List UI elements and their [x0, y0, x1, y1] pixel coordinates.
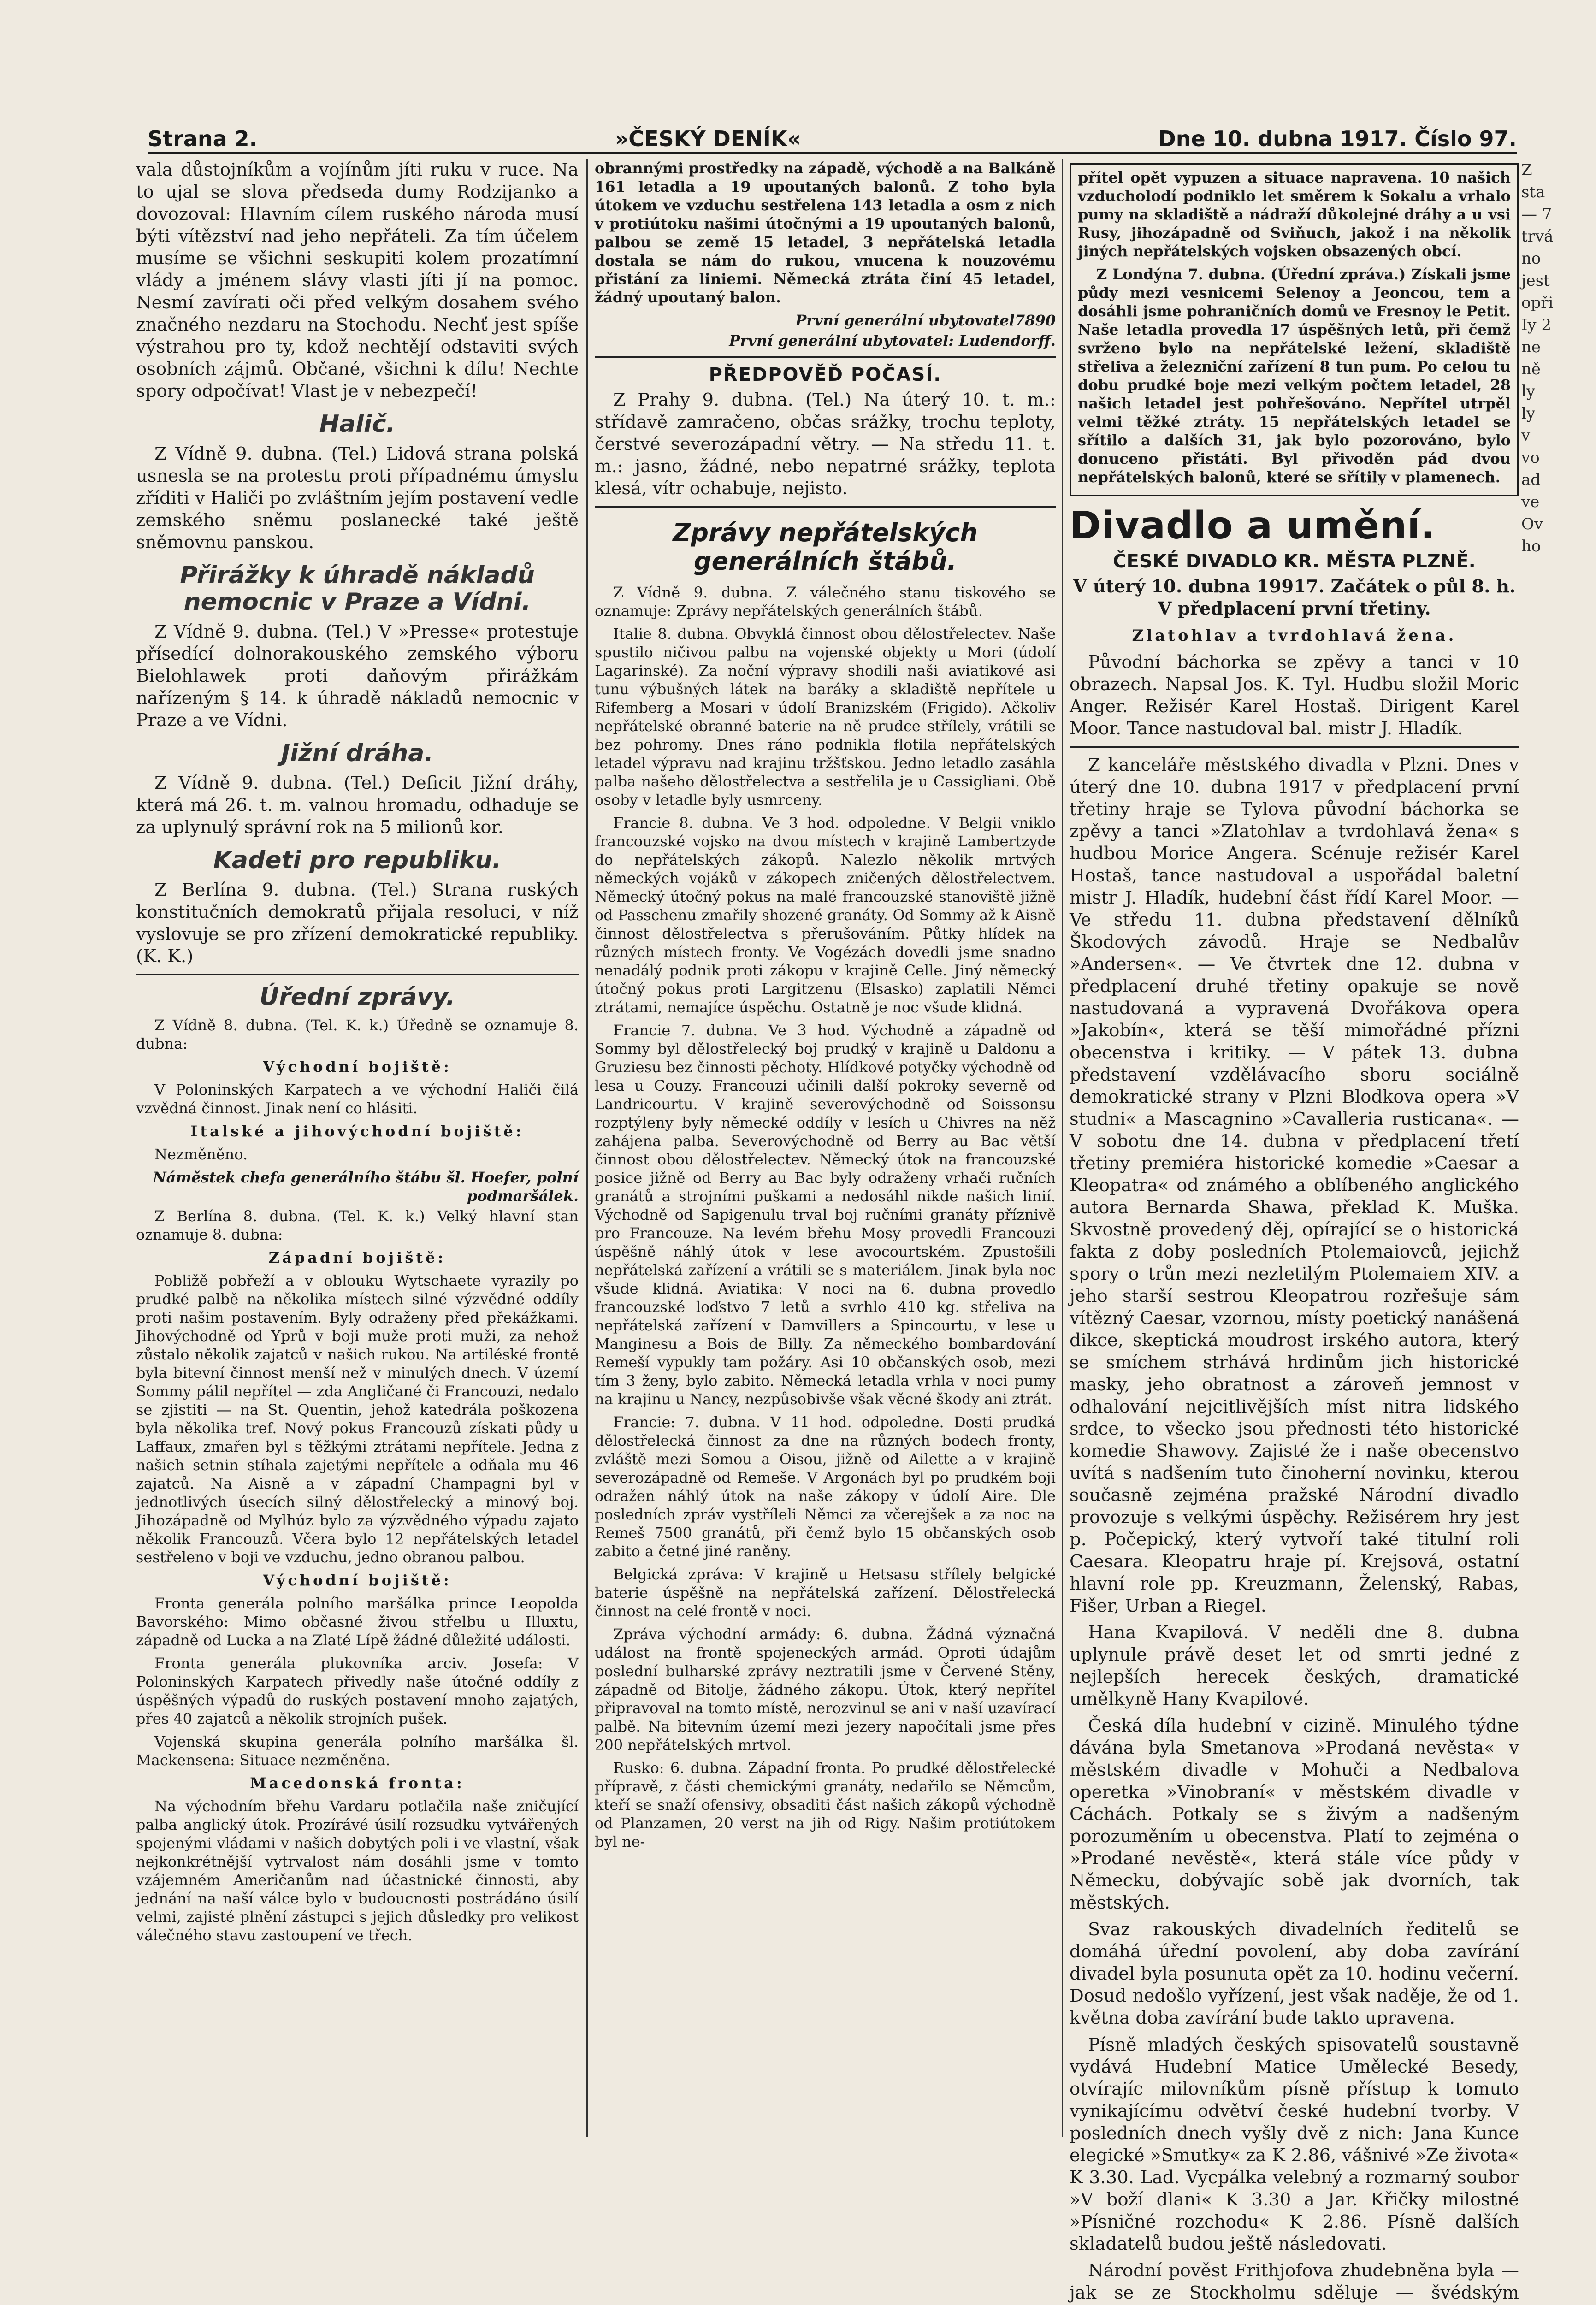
- article-text: Francie 8. dubna. Ve 3 hod. odpoledne. V Belgii vniklo francouzské vojsko na dvou místech v krajině Lambertzyde do nepřátelských zákopů. Nalezlo několik mrtvých německých vojáků v zákopech zničených dělostřelectvem. Německý útočný pokus na malé francouzské stanoviště jižně od Passchenu zmařily shozené granáty. Od Sommy až k Aisně činnost dělostřelectva s přerušováním. Půtky hlídek na různých místech fronty. Ve Vogézách dovedli jsme snadno nenadálý podnik proti zákopu v krajině Celle. Jiný německý útočný pokus proti Largitzenu (Elsasko) zaplatili Němci ztrátami, nemajíce úspěchu. Ostatně je noc všude klidná.: [595, 814, 1056, 1016]
- boxed-report: [1070, 163, 1519, 496]
- article-text: Francie: 7. dubna. V 11 hod. odpoledne. Dosti prudká dělostřelecká činnost za dne na různých bodech fronty, zvláště mezi Somou a Oisou, jižně od Ailette a v krajině severozápadně od Remeše. V Argonách byl po prudkém boji odražen náhlý útok na naše zákopy v údolí Aire. Dle posledních zpráv vystříleli Němci za včerejšek a za noc na Remeš 7500 granátů, při čemž bylo 15 občanských osob zabito a četné jiné raněny.: [595, 1413, 1056, 1560]
- column-rule: [1062, 159, 1063, 2137]
- column-rule: [586, 159, 588, 2137]
- divider: [1070, 746, 1519, 748]
- article-text: Z Vídně 9. dubna. (Tel.) Lidová strana polská usnesla se na protestu proti případnému úmyslu zříditi v Haliči po zvláštním jejím postavení vedle zemského sněmu poslanecké také ještě sněmovnu panskou.: [136, 443, 579, 553]
- article-text: Původní báchorka se zpěvy a tanci v 10 obrazech. Napsal Jos. K. Tyl. Hudbu složil Moric Anger. Režisér Karel Hostaš. Dirigent Karel Moor. Tance nastudoval bal. mistr J. Hladík.: [1070, 652, 1519, 739]
- edge-text: sta: [1521, 183, 1545, 201]
- article-text: Francie 7. dubna. Ve 3 hod. Východně a západně od Sommy byl dělostřelecký boj prudký v krajině u Daldonu a Gruziesu bez činnosti pěchoty. Hlídkové potyčky východně od lesa u Couzy. Francouzi učinili další pokroky severně od Landricourtu. V krajině severovýchodně od Soissonsu rozptýleny byly německé oddíly v lesích u Chivres na něž zahájena palba. Severovýchodně od Berry au Bac větší činnost obou dělostřelectev. Německý útok na francouzské posice jižně od Berry au Bac byly odraženy vrhači ručních granátů a strojními puškami a nedosáhl nikde našich linií. Východně od Sapigenulu trval boj ručními granáty příznivě pro Francouze. Na levém břehu Mosy provedli Francouzi úspěšně náhlý útok v lese avocourtském. Zpustošili nepřátelská zařízení a vrátili se s materiálem. Jinak byla noc všude klidná. Aviatika: V noci na 6. dubna provedlo francouzské loďstvo 7 letů a svrhlo 410 kg. střeliva na nepřátelská zařízení v Damvillers a Spincourtu, v lese u Manginesu a Bois de Billy. Za německého bombardování Remeší vypukly tam požáry. Asi 10 občanských osob, mezi tím 3 ženy, bylo zabito. Německá letadla vrhla v noci pumy na krajinu u Nancy, nezpůsobivše však věcné škody ani ztrát.: [595, 1022, 1056, 1408]
- article-text: Italie 8. dubna. Obvyklá činnost obou dělostřelectev. Naše spustilo ničivou palbu na vojenské objekty u Mori (údolí Lagarinské). Za noční výpravy shodili naši aviatikové asi tunu výbušných látek na baráky a skladiště nepřítele u Rifemberg a Mosari v údolí Branizském (Frigido). Ačkoliv nepřátelské obranné baterie na ně prudce střílely, vrátili se bez pohromy. Dnes ráno podnikla flotila nepřátelských letadel výpravu nad krajinu tržšťskou. Jedno letadlo zasáhla palba našeho dělostřelectva a sestřelila je u Cassigliani. Obě osoby v letadle byly usmrceny.: [595, 625, 1056, 809]
- edge-text: Z: [1521, 161, 1532, 179]
- column-2: [595, 159, 1056, 2140]
- article-text: Hana Kvapilová. V neděli dne 8. dubna uplynule právě deset let od smrti jedné z nejlepších herecek českých, dramatické umělkyně Hany Kvapilové.: [1070, 1622, 1519, 1709]
- edge-text: opři: [1521, 294, 1554, 312]
- article-text: Z Prahy 9. dubna. (Tel.) Na úterý 10. t. m.: střídavě zamračeno, občas srážky, trochu teploty, čerstvé severozápadní větry. — Na středu 11. t. m.: jasno, žádné, nebo nepatrné srážky, teplota klesá, vítr ochabuje, nejisto.: [595, 390, 1056, 499]
- signature: První generální ubytovatel7890: [795, 312, 1056, 329]
- divider: [595, 356, 1056, 358]
- subheading: Italské a jihovýchodní bojiště:: [190, 1123, 524, 1140]
- section-title: Divadlo a umění.: [1070, 504, 1436, 548]
- signature: Náměstek chefa generálního štábu šl. Hoefer, polní podmaršálek.: [153, 1169, 579, 1205]
- article-text: Zpráva východní armády: 6. dubna. Žádná význačná událost na frontě spojeneckých armád. Oproti údajům poslední bulharské zprávy neztratili jsme v Červené Stěny, západně od Bitolje, žádného zákopu. Útok, který nepřítel připravoval na tomto místě, nerozvinul se ani v naší uzavírací palbě. Na bitevním území mezi jezery napočítali jsme přes 200 nepřátelských mrtvol.: [595, 1625, 1056, 1754]
- article-text: Z Vídně 9. dubna. (Tel.) V »Presse« protestuje přísedící dolnorakouského zemského výboru Bielohlawek proti daňovým přirážkám nařízeným § 14. k úhradě nákladů nemocnic v Praze a ve Vídni.: [136, 621, 579, 731]
- signature: První generální ubytovatel: Ludendorff.: [729, 332, 1056, 349]
- article-text: Z Vídně 8. dubna. (Tel. K. k.) Úředně se oznamuje 8. dubna:: [136, 1017, 579, 1052]
- article-text: Nezměněno.: [154, 1146, 248, 1163]
- article-text: Z Londýna 7. dubna. (Úřední zpráva.) Získali jsme půdy mezi vesnicemi Selenoy a Jeoncou, tem a dosáhli jsme pohraničních domů ve Fresnoy le Petit. Naše letadla provedla 17 úspěšných letů, při čemž svrženo bylo na nepřátelské ležení, skladiště střeliva a železniční zařízení 8 tun pum. Po celou tu dobu prudké boje mezi velkým počtem letadel, 28 našich letadel jest pohřešováno. Nepřítel utrpěl velmi těžké ztráty. 15 nepřátelských letadel se sřítilo a dalších 31, jak bylo pozorováno, bylo donuceno přistáti. Byl přivoděn pád dvou nepřátelských balonů, které se sřítily v plamenech.: [1078, 266, 1511, 486]
- edge-text: ně: [1521, 360, 1541, 378]
- headline-zpravy: Zprávy nepřátelských generálních štábů.: [673, 518, 978, 576]
- edge-text: jest: [1521, 272, 1550, 290]
- edge-text: ly: [1521, 404, 1536, 423]
- headline-kadeti: Kadeti pro republiku.: [213, 846, 502, 874]
- header-rule: [148, 152, 1517, 154]
- article-text: obrannými prostředky na západě, východě a na Balkáně 161 letadla a 19 upoutaných balonů. Z toho byla útokem ve vzduchu sestřelena 143 letadla a osm z nich v protiútoku našimi útočnými a 19 upoutaných balonů, palbou se země 15 letadel, 3 nepřátelská letadla dostala se nám do rukou, vnucena k nouzovému přistání za liniemi. Německá ztráta činí 45 letadel, žádný upoutaný balon.: [595, 160, 1056, 306]
- edge-text: ne: [1521, 338, 1541, 356]
- subheading: Východní bojiště:: [263, 1058, 452, 1076]
- adjacent-page-edge: [1521, 159, 1596, 2128]
- subheading: Východní bojiště:: [263, 1572, 452, 1589]
- edge-text: v: [1521, 426, 1531, 445]
- edge-text: vo: [1521, 449, 1540, 467]
- edge-text: no: [1521, 249, 1541, 268]
- headline-pocasi: PŘEDPOVĚĎ POČASÍ.: [709, 364, 942, 385]
- column-1: [136, 159, 579, 2140]
- edge-text: ly: [1521, 382, 1536, 401]
- article-text: Z Berlína 9. dubna. (Tel.) Strana ruských konstitučních demokratů přijala resoluci, v níž vyslovuje se pro zřízení demokratické republiky. (K. K.): [136, 880, 579, 967]
- edge-text: ad: [1521, 471, 1541, 489]
- headline-prirazky: Přirážky k úhradě nákladů nemocnic v Praze a Vídni.: [180, 561, 535, 616]
- headline-jizni-draha: Jižní dráha.: [281, 739, 434, 767]
- article-text: Rusko: 6. dubna. Západní fronta. Po prudké dělostřelecké přípravě, z části chemickými granáty, nedařilo se Němcům, kteří se snaží ofensivy, obsaditi část našich zákopů východně od Planzamen, 20 verst na jih od Rigy. Našim protiútokem byl ne-: [595, 1759, 1056, 1850]
- subheading: Macedonská fronta:: [250, 1774, 465, 1792]
- page-number: Strana 2.: [148, 126, 258, 151]
- play-title: Zlatohlav a tvrdohlavá žena.: [1132, 626, 1457, 645]
- article-text: Svaz rakouských divadelních ředitelů se domáhá úřední povolení, aby doba zavírání divadel byla posunuta opět za 10. hodinu večerní. Dosud nedošlo vyřízení, jest však naděje, že od 1. května doba zavírání bude takto upravena.: [1070, 1919, 1519, 2028]
- article-text: Česká díla hudební v cizině. Minulého týdne dávána byla Smetanova »Prodaná nevěsta« v městském divadle v Mohuči a Nedbalova operetka »Vinobraní« v městském divadle v Cáchách. Potkaly se s živým a nadšeným porozuměním u obecenstva. Platí to zejména o »Prodané nevěstě«, která stále více půdy v Německu, dobývajíc sobě jak dvorních, tak městských.: [1070, 1715, 1519, 1913]
- headline-halic: Halič.: [319, 410, 396, 438]
- article-text: Pobližě pobřeží a v oblouku Wytschaete vyrazily po prudké palbě na několika místech silné výzvědné oddíly proti našim postavením. Byly odraženy před překážkami. Jihovýchodně od Yprů v boji muže proti muži, za nehož zůstalo několik zajatců v našich rukou. Na artiléské frontě byla bitevní činnost menší než v minulých dnech. V území Sommy pálil nepřítel — zda Angličané či Francouzi, nedalo se zjistiti — na St. Quentin, jehož katedrála poškozena byla několika tref. Nový pokus Francouzů získati půdy u Laffaux, zmařen byl s těžkými ztrátami nepřítele. Jedna z našich setnin stíhala zajetými nepřítele a odňala mu 46 zajatců. Na Aisně a v západní Champagni byl v jednotlivých úsecích silný dělostřelecký a minový boj. Jihozápadně od Mylhúz bylo za výzvědného výpadu zajato několik Francouzů. Včera bylo 12 nepřátelských letadel sestřeleno v boji ve vzduchu, jedno obranou palbou.: [136, 1272, 579, 1566]
- article-text: Písně mladých českých spisovatelů soustavně vydává Hudební Matice Umělecké Besedy, otvírajíc milovníkům písně přístup k tomuto vynikajícímu odvětví české hudební tvorby. V posledních dnech vyšly dvě z nich: Jana Kunce elegické »Smutky« za K 2.86, vášnivé »Ze života« K 3.30. Lad. Vycpálka velebný a rozmarný soubor »V boží dlani« K 3.30 a Jar. Křičky milostné »Písničné rozchodu« K 2.86. Písně dalších skladatelů budou ještě následovati.: [1070, 2034, 1519, 2254]
- article-text: Fronta generála polního maršálka prince Leopolda Bavorského: Mimo občasné živou střelbu u Illuxtu, západně od Lucka a na Zlaté Lípě žádné důležité události.: [136, 1595, 579, 1649]
- headline-uredni-zpravy: Úřední zprávy.: [259, 983, 455, 1011]
- article-text: V Poloninských Karpatech a ve východní Haliči čilá vzvědná činnost. Jinak není co hlásiti.: [136, 1081, 579, 1117]
- performance-date: V úterý 10. dubna 19917. Začátek o půl 8. h. V předplacení první třetiny.: [1073, 576, 1516, 619]
- issue-date: Dne 10. dubna 1917. Číslo 97.: [1158, 126, 1517, 151]
- theatre-name: ČESKÉ DIVADLO KR. MĚSTA PLZNĚ.: [1113, 551, 1476, 572]
- article-text: Z Vídně 9. dubna. (Tel.) Deficit Jižní dráhy, která má 26. t. m. valnou hromadu, odhaduje se za uplynulý správní rok na 5 milionů kor.: [136, 773, 579, 838]
- edge-text: — 7: [1521, 205, 1552, 224]
- article-text: Na východním břehu Vardaru potlačila naše zničující palba anglický útok. Prozírávé úsilí rozsudku vytvářených spojenými vládami v našich dobytých poli i ve vlastní, však nejkonkrétnější vytrvalost nám dosáhli jsme v tomto vzájemném Američanům nad účastnické činnosti, aby jednání na naší válce bylo v budoucnosti postrádáno úsilí velmi, zajisté plnění zástupci s jejich důsledky pro velikost válečného stavu zastoupení ve třech.: [136, 1797, 579, 1944]
- article-text: Z Berlína 8. dubna. (Tel. K. k.) Velký hlavní stan oznamuje 8. dubna:: [136, 1207, 579, 1243]
- divider: [136, 974, 579, 975]
- edge-text: ho: [1521, 537, 1541, 556]
- edge-text: ve: [1521, 493, 1540, 511]
- article-text: Belgická zpráva: V krajině u Hetsasu střílely belgické baterie úspěšně na nepřátelská zařízení. Dělostřelecká činnost na celé frontě v noci.: [595, 1566, 1056, 1620]
- edge-text: Iy 2: [1521, 316, 1552, 334]
- article-text: Národní pověst Frithjofova zhudebněna byla — jak se ze Stockholmu sděluje — švédským: [1070, 2260, 1519, 2303]
- article-text: Vojenská skupina generála polního maršálka šl. Mackensena: Situace nezměněna.: [136, 1733, 579, 1769]
- article-text: Z Vídně 9. dubna. Z válečného stanu tiskového se oznamuje: Zprávy nepřátelských generálních štábů.: [595, 584, 1056, 620]
- page-header: [148, 119, 1517, 151]
- article-text: Z kanceláře městského divadla v Plzni. Dnes v úterý dne 10. dubna 1917 v předplacení první třetiny hraje se Tylova původní báchorka se zpěvy a tanci »Zlatohlav a tvrdohlavá žena« s hudbou Morice Angera. Scénuje režisér Karel Hostaš, tance nastudoval a uspořádal baletní mistr J. Hladík, hudební část řídí Karel Moor. — Ve středu 11. dubna představení dělníků Škodových závodů. Hraje se Nedbalův »Andersen«. — Ve čtvrtek dne 12. dubna v předplacení druhé třetiny opakuje se nově nastudovaná a vypravená Dvořákova opera »Jakobín«, která se těší mimořádné přízni obecenstva i kritiky. — V pátek 13. dubna představení vzdělávacího sboru sociálně demokratické strany v Plzni Blodkova opera »V studni« a Mascagnino »Cavalleria rusticana«. — V sobotu dne 14. dubna v předplacení třetí třetiny premiéra historické komedie »Caesar a Kleopatra« od známého a oblíbeného anglického autora Bernarda Shawa, překlad K. Muška. Skvostně provedený děj, opírající se o historická fakta z doby posledních Ptolemaiovců, jejichž spory o trůn mezi nezletilým Ptolemaiem XIV. a jeho starší sestrou Kleopatrou rozřešuje sám vítězný Caesar, vzornou, místy poetický nanášená dikce, skeptická moudrost irského autora, který se smíchem strhává hrdinům jich historické masky, jeho obratnost a zároveň jemnost v odhalování nejcitlivějších míst nitra lidského srdce, to všecko jsou přednosti této historické komedie Shawovy. Zajisté že i naše obecenstvo uvítá s nadšením tuto činoherní novinku, kterou současně zejména pražské Národní divadlo provozuje s velkými úspěchy. Režisérem hry jest p. Počepický, který vytvoří také titulní roli Caesara. Kleopatru hraje pí. Krejsová, ostatní hlavní role pp. Kreuzmann, Želenský, Rabas, Fišer, Urban a Riegel.: [1070, 755, 1519, 1616]
- article-text: přítel opět vypuzen a situace napravena. 10 našich vzducholodí podniklo let směrem k Sokalu a vrhalo pumy na skladiště a nádraží důkolejné dráhy a u vsi Rusy, jihozápadně od Sviňuch, jakož i na několik jiných nepřátelských vojsken obsazených obcí.: [1078, 169, 1511, 260]
- divider: [595, 506, 1056, 508]
- newspaper-title: »ČESKÝ DENÍK«: [615, 126, 801, 151]
- column-3: [1070, 159, 1519, 2303]
- article-text: vala důstojníkům a vojínům jíti ruku v ruce. Na to ujal se slova předseda dumy Rodzijanko a dovozoval: Hlavním cílem ruského národa musí býti vítězství nad jeho nepřáteli. Za tím účelem musíme se všichni seskupiti kolem prozatímní vlády a jménem slávy vlasti jíti jí na pomoc. Nesmí zavírati oči před velkým dosahem svého značného nezdaru na Stochodu. Nechť jest spíše výstrahou pro ty, kdož nechtějí odstaviti svých osobních zájmů. Občané, všichni k dílu! Nechte spory odpočívat! Vlast je v nebezpečí!: [136, 160, 579, 402]
- subheading: Západní bojiště:: [268, 1249, 446, 1266]
- article-text: Fronta generála plukovníka arciv. Josefa: V Poloninských Karpatech přivedly naše útočné oddíly z úspěšných výpadů do ruských postavení mnoho zajatých, přes 40 zajatců a několik strojních pušek.: [136, 1655, 579, 1727]
- edge-text: Ov: [1521, 515, 1543, 533]
- edge-text: trvá: [1521, 227, 1554, 246]
